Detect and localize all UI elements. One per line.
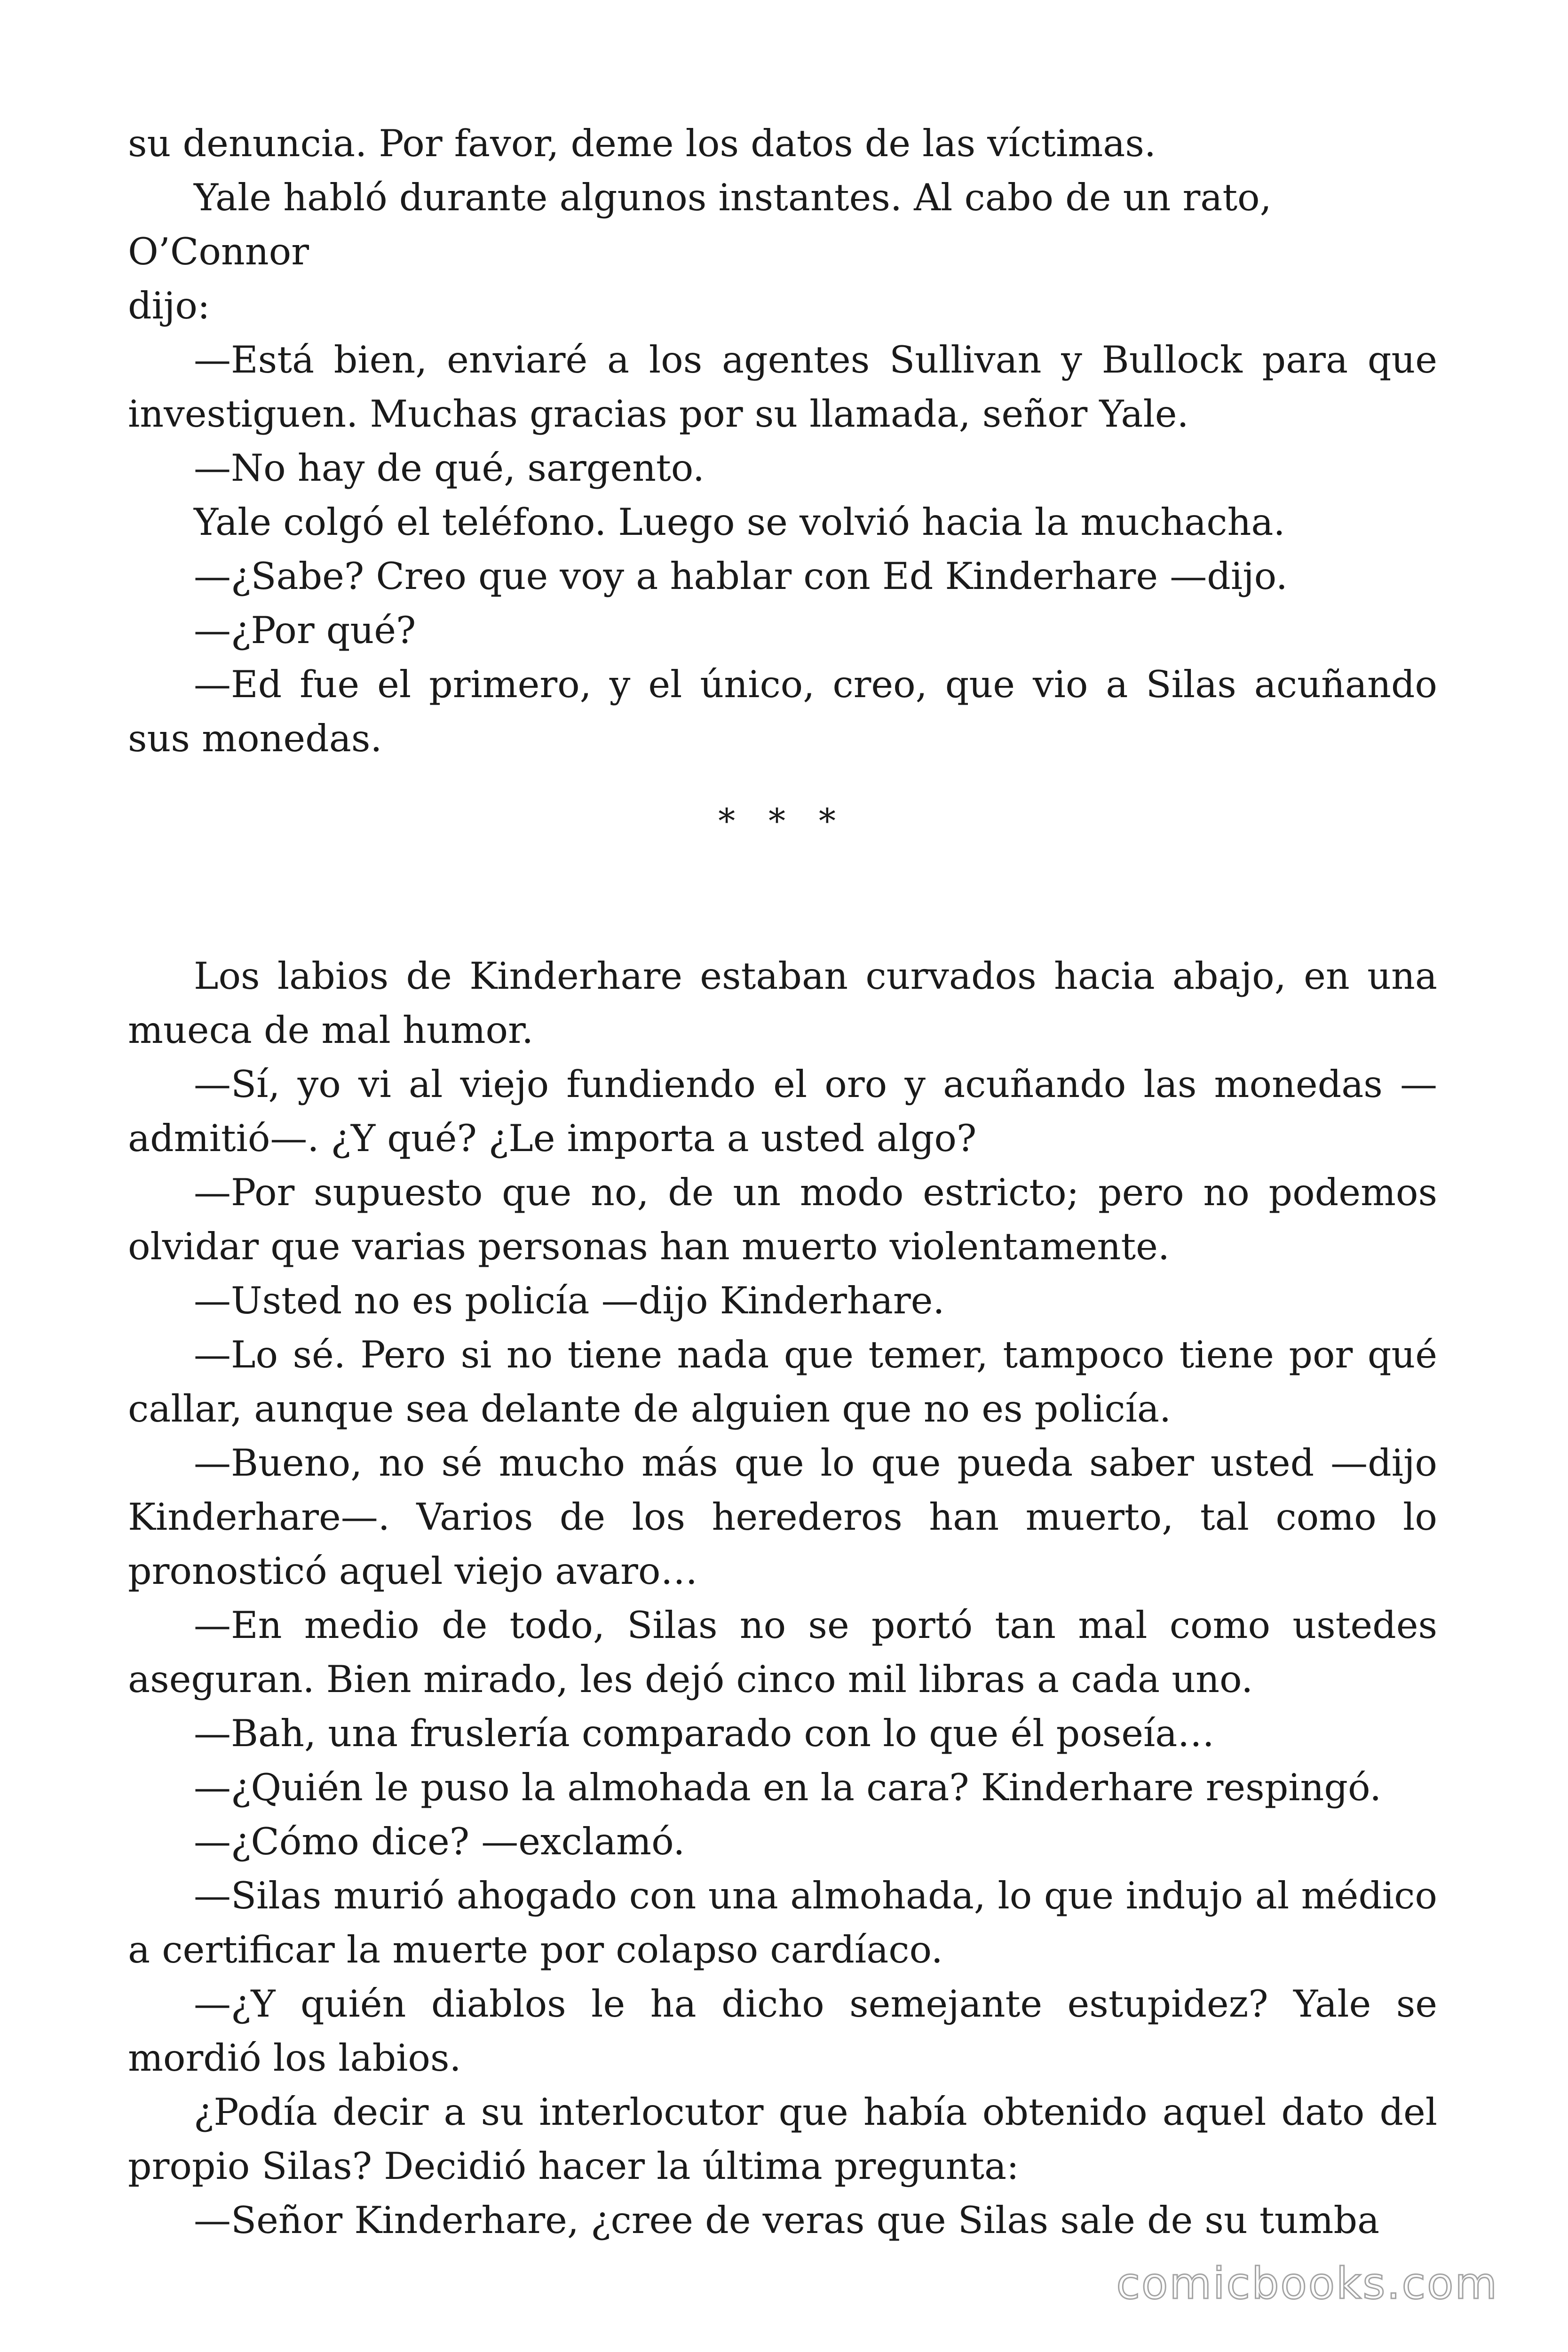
page-text [128, 117, 1437, 2248]
paragraph: —Bueno, no sé mucho más que lo que pueda saber usted —dijo Kinderhare—. Varios de los herederos han muerto, tal como lo pronosticó aquel viejo avaro… [128, 1441, 1437, 1593]
text-block-bottom [128, 949, 1437, 2248]
paragraph: —Por supuesto que no, de un modo estricto; pero no podemos olvidar que varias personas han muerto violentamente. [128, 1171, 1437, 1268]
paragraph: —¿Por qué? [194, 609, 416, 652]
paragraph: —En medio de todo, Silas no se portó tan mal como ustedes aseguran. Bien mirado, les dejó cinco mil libras a cada uno. [128, 1604, 1437, 1701]
paragraph: O’Connor [128, 230, 309, 273]
paragraph: dijo: [128, 284, 210, 327]
paragraph: —Lo sé. Pero si no tiene nada que temer, tampoco tiene por qué callar, aunque sea delante de alguien que no es policía. [128, 1333, 1437, 1430]
paragraph: —¿Y quién diablos le ha dicho semejante estupidez? Yale se mordió los labios. [128, 1982, 1437, 2080]
text-block-top [128, 117, 1437, 766]
paragraph: Yale habló durante algunos instantes. Al cabo de un rato, [194, 176, 1272, 219]
watermark: comicbooks.com [1116, 2258, 1498, 2309]
paragraph: —Señor Kinderhare, ¿cree de veras que Silas sale de su tumba [194, 2199, 1380, 2242]
paragraph: —¿Quién le puso la almohada en la cara? Kinderhare respingó. [194, 1766, 1382, 1809]
paragraph: su denuncia. Por favor, deme los datos de las víctimas. [128, 122, 1156, 165]
paragraph: —¿Sabe? Creo que voy a hablar con Ed Kinderhare —dijo. [194, 555, 1288, 598]
paragraph: —Usted no es policía —dijo Kinderhare. [194, 1279, 945, 1322]
paragraph: —Ed fue el primero, y el único, creo, que vio a Silas acuñando sus monedas. [128, 663, 1437, 760]
paragraph: —Bah, una fruslería comparado con lo que él poseía… [194, 1712, 1215, 1755]
paragraph: Yale colgó el teléfono. Luego se volvió hacia la muchacha. [194, 501, 1285, 544]
paragraph: —No hay de qué, sargento. [194, 446, 705, 490]
paragraph: ¿Podía decir a su interlocutor que había obtenido aquel dato del propio Silas? Decidió hacer la última pregunta: [128, 2090, 1437, 2188]
paragraph: —Sí, yo vi al viejo fundiendo el oro y acuñando las monedas —admitió—. ¿Y qué? ¿Le importa a usted algo? [128, 1063, 1437, 1160]
paragraph: —¿Cómo dice? —exclamó. [194, 1820, 685, 1863]
scene-break-stars: * * * [718, 801, 847, 841]
paragraph: —Silas murió ahogado con una almohada, lo que indujo al médico a certificar la muerte por colapso cardíaco. [128, 1874, 1437, 1971]
paragraph: —Está bien, enviaré a los agentes Sullivan y Bullock para que investiguen. Muchas gracias por su llamada, señor Yale. [128, 338, 1437, 436]
paragraph: Los labios de Kinderhare estaban curvados hacia abajo, en una mueca de mal humor. [128, 954, 1437, 1052]
scene-break [128, 766, 1437, 949]
